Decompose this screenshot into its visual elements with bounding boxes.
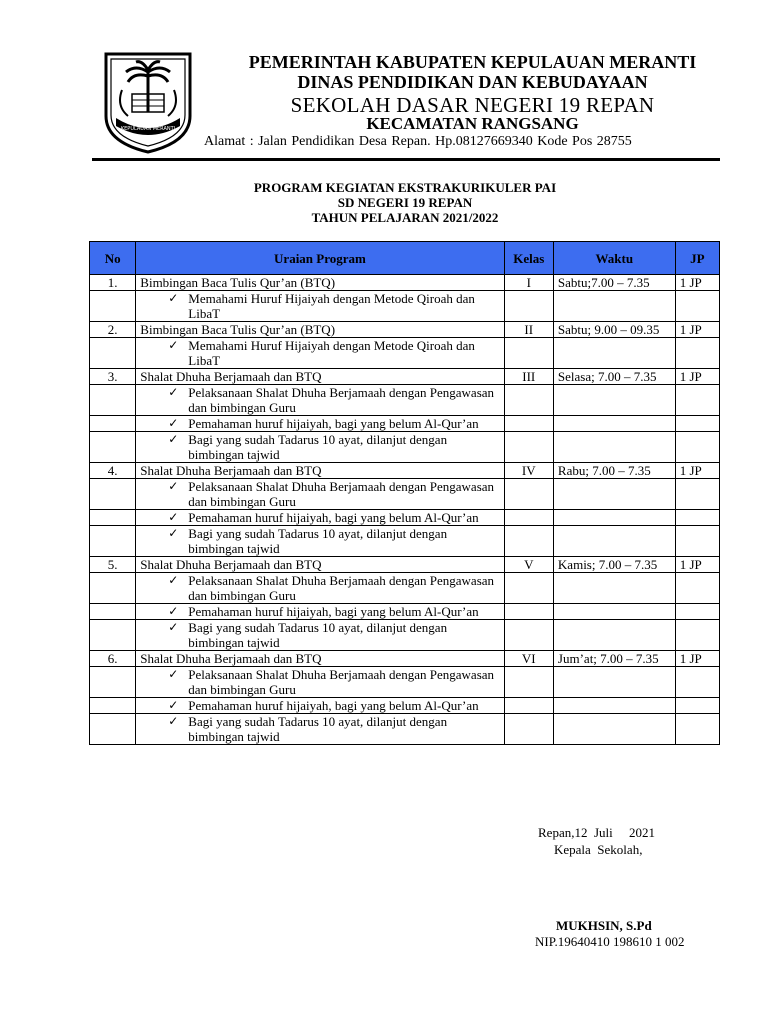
cell-no [90,604,136,620]
cell-program: Shalat Dhuha Berjamaah dan BTQ [136,557,504,573]
checklist-item [140,526,499,556]
cell-kelas [504,432,553,463]
signature-nip: NIP.19640410 198610 1 002 [535,934,685,949]
cell-kelas [504,338,553,369]
checkmark-icon: ✓ [168,526,179,540]
checklist-text: Memahami Huruf Hijaiyah dengan Metode Qiroah dan LibaT [188,291,475,321]
cell-waktu [553,604,675,620]
cell-jp [675,620,719,651]
checkmark-icon: ✓ [168,479,179,493]
cell-jp: 1 JP [675,651,719,667]
checklist-item [140,620,499,650]
cell-waktu [553,385,675,416]
checkmark-icon: ✓ [168,416,179,430]
table-row [90,698,720,714]
cell-kelas [504,479,553,510]
cell-program [136,291,504,322]
checkmark-icon: ✓ [168,714,179,728]
checklist-text: Pemahaman huruf hijaiyah, bagi yang belum Al-Qur’an [188,604,479,619]
cell-program [136,667,504,698]
cell-waktu: Sabtu; 9.00 – 09.35 [553,322,675,338]
cell-waktu: Selasa; 7.00 – 7.35 [553,369,675,385]
cell-jp: 1 JP [675,369,719,385]
cell-no [90,291,136,322]
header-jp: JP [675,242,719,275]
signature-date: Repan,12 Juli 2021 [538,825,655,840]
cell-kelas [504,667,553,698]
table-row [90,385,720,416]
checkmark-icon: ✓ [168,667,179,681]
cell-program [136,338,504,369]
cell-waktu [553,698,675,714]
checklist-item [140,714,499,744]
table-row [90,479,720,510]
cell-program [136,479,504,510]
seal-text: KEPULAUAN MERANTI [120,126,176,132]
checklist-item [140,573,499,603]
header-no: No [90,242,136,275]
checklist-item [140,432,499,462]
cell-no [90,714,136,745]
checklist-item [140,667,499,697]
table-header-row [90,242,720,275]
kop-address: Alamat : Jalan Pendidikan Desa Repan. Hp.08127669340 Kode Pos 28755 [204,134,632,149]
table-row [90,510,720,526]
checklist-item [140,698,499,713]
cell-no: 1. [90,275,136,291]
cell-no [90,667,136,698]
cell-program: Shalat Dhuha Berjamaah dan BTQ [136,651,504,667]
cell-jp [675,604,719,620]
cell-no [90,510,136,526]
letterhead-divider [92,158,720,161]
header-kelas: Kelas [504,242,553,275]
cell-waktu: Sabtu;7.00 – 7.35 [553,275,675,291]
kop-government: PEMERINTAH KABUPATEN KEPULAUAN MERANTI [248,52,697,72]
cell-no [90,526,136,557]
cell-program [136,714,504,745]
table-row [90,275,720,291]
cell-kelas: VI [504,651,553,667]
cell-kelas [504,573,553,604]
checkmark-icon: ✓ [168,573,179,587]
cell-no: 4. [90,463,136,479]
cell-program [136,416,504,432]
table-row [90,526,720,557]
checklist-text: Bagi yang sudah Tadarus 10 ayat, dilanjut dengan bimbingan tajwid [188,620,448,650]
cell-no: 6. [90,651,136,667]
cell-jp: 1 JP [675,322,719,338]
checklist-text: Pemahaman huruf hijaiyah, bagi yang belum Al-Qur’an [188,510,479,525]
table-row [90,667,720,698]
checkmark-icon: ✓ [168,604,179,618]
cell-waktu [553,620,675,651]
kop-department: DINAS PENDIDIKAN DAN KEBUDAYAAN [297,72,648,92]
cell-no [90,479,136,510]
checklist-item [140,338,499,368]
cell-jp [675,667,719,698]
cell-program [136,698,504,714]
cell-waktu: Kamis; 7.00 – 7.35 [553,557,675,573]
cell-jp: 1 JP [675,463,719,479]
signature-role: Kepala Sekolah, [554,842,643,857]
checkmark-icon: ✓ [168,432,179,446]
cell-kelas [504,510,553,526]
checklist-item [140,510,499,525]
table-row [90,573,720,604]
cell-program: Shalat Dhuha Berjamaah dan BTQ [136,369,504,385]
checklist-text: Pemahaman huruf hijaiyah, bagi yang belum Al-Qur’an [188,698,479,713]
title-line-3: TAHUN PELAJARAN 2021/2022 [311,210,499,225]
checklist-text: Memahami Huruf Hijaiyah dengan Metode Qiroah dan LibaT [188,338,475,368]
cell-no [90,338,136,369]
cell-jp [675,573,719,604]
checklist-text: Bagi yang sudah Tadarus 10 ayat, dilanjut dengan bimbingan tajwid [188,714,448,744]
cell-waktu: Jum’at; 7.00 – 7.35 [553,651,675,667]
cell-jp [675,291,719,322]
cell-kelas: III [504,369,553,385]
table-row [90,714,720,745]
header-waktu: Waktu [553,242,675,275]
cell-jp [675,416,719,432]
table-row [90,651,720,667]
cell-jp: 1 JP [675,275,719,291]
checklist-item [140,479,499,509]
table-row [90,620,720,651]
cell-waktu [553,479,675,510]
cell-jp [675,526,719,557]
cell-kelas [504,385,553,416]
checkmark-icon: ✓ [168,620,179,634]
cell-program [136,510,504,526]
cell-waktu [553,714,675,745]
cell-program [136,432,504,463]
cell-kelas [504,604,553,620]
cell-program: Bimbingan Baca Tulis Qur’an (BTQ) [136,275,504,291]
cell-jp [675,432,719,463]
cell-kelas: V [504,557,553,573]
table-row [90,416,720,432]
header-program: Uraian Program [136,242,504,275]
cell-no [90,698,136,714]
cell-kelas: IV [504,463,553,479]
cell-jp [675,714,719,745]
cell-no [90,432,136,463]
cell-waktu [553,667,675,698]
table-row [90,338,720,369]
cell-jp: 1 JP [675,557,719,573]
table-row [90,463,720,479]
cell-no [90,620,136,651]
checkmark-icon: ✓ [168,510,179,524]
checklist-item [140,291,499,321]
cell-kelas [504,620,553,651]
cell-jp [675,698,719,714]
cell-program: Shalat Dhuha Berjamaah dan BTQ [136,463,504,479]
checkmark-icon: ✓ [168,698,179,712]
checklist-item [140,385,499,415]
cell-waktu [553,338,675,369]
checklist-text: Pemahaman huruf hijaiyah, bagi yang belum Al-Qur’an [188,416,479,431]
cell-kelas: II [504,322,553,338]
cell-kelas [504,698,553,714]
cell-program: Bimbingan Baca Tulis Qur’an (BTQ) [136,322,504,338]
checkmark-icon: ✓ [168,385,179,399]
cell-waktu [553,416,675,432]
checklist-item [140,604,499,619]
checklist-item [140,416,499,431]
cell-kelas [504,291,553,322]
cell-waktu [553,291,675,322]
cell-jp [675,385,719,416]
table-row [90,322,720,338]
cell-kelas [504,416,553,432]
checklist-text: Bagi yang sudah Tadarus 10 ayat, dilanjut dengan bimbingan tajwid [188,526,448,556]
table-row [90,291,720,322]
cell-program [136,620,504,651]
cell-waktu [553,573,675,604]
cell-waktu [553,526,675,557]
checkmark-icon: ✓ [168,291,179,305]
table-row [90,432,720,463]
cell-no: 5. [90,557,136,573]
signature-name: MUKHSIN, S.Pd [556,918,652,933]
cell-jp [675,479,719,510]
cell-kelas: I [504,275,553,291]
kop-school: SEKOLAH DASAR NEGERI 19 REPAN [290,93,655,117]
cell-kelas [504,526,553,557]
checkmark-icon: ✓ [168,338,179,352]
document-title [90,180,720,225]
title-line-1: PROGRAM KEGIATAN EKSTRAKURIKULER PAI [253,180,557,195]
cell-program [136,604,504,620]
checklist-text: Pelaksanaan Shalat Dhuha Berjamaah dengan Pengawasan dan bimbingan Guru [188,479,495,509]
program-table [89,241,720,745]
cell-waktu [553,510,675,526]
table-row [90,557,720,573]
seal-icon [102,50,194,156]
cell-program [136,573,504,604]
checklist-text: Pelaksanaan Shalat Dhuha Berjamaah dengan Pengawasan dan bimbingan Guru [188,573,495,603]
cell-kelas [504,714,553,745]
checklist-text: Pelaksanaan Shalat Dhuha Berjamaah dengan Pengawasan dan bimbingan Guru [188,385,495,415]
table-body [90,275,720,745]
table-row [90,604,720,620]
table-row [90,369,720,385]
cell-program [136,385,504,416]
cell-no [90,416,136,432]
cell-program [136,526,504,557]
cell-no: 3. [90,369,136,385]
cell-jp [675,510,719,526]
cell-waktu [553,432,675,463]
cell-no [90,573,136,604]
cell-jp [675,338,719,369]
kop-district: KECAMATAN RANGSANG [366,114,579,133]
cell-waktu: Rabu; 7.00 – 7.35 [553,463,675,479]
checklist-text: Pelaksanaan Shalat Dhuha Berjamaah dengan Pengawasan dan bimbingan Guru [188,667,495,697]
checklist-text: Bagi yang sudah Tadarus 10 ayat, dilanjut dengan bimbingan tajwid [188,432,448,462]
cell-no [90,385,136,416]
title-line-2: SD NEGERI 19 REPAN [337,195,473,210]
cell-no: 2. [90,322,136,338]
